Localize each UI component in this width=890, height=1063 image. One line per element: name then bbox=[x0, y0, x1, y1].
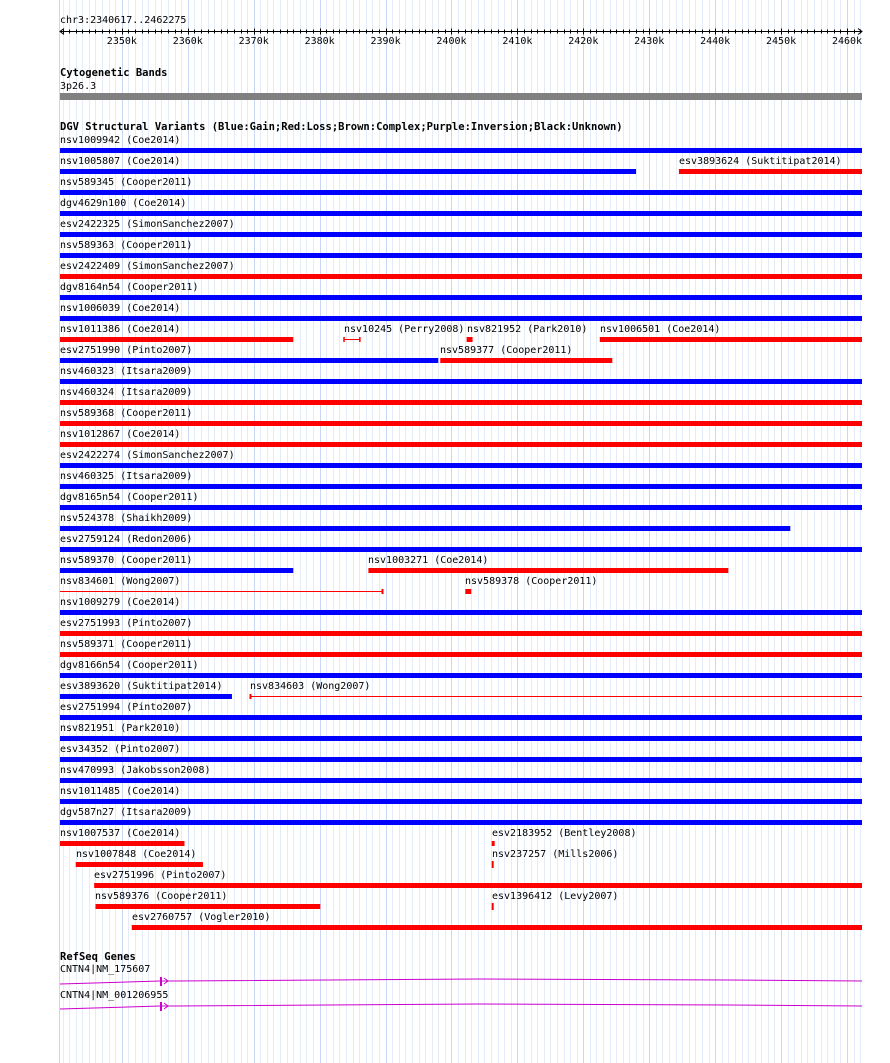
dgv-feature-label[interactable]: nsv460323 (Itsara2009) bbox=[60, 366, 193, 377]
dgv-feature-label[interactable]: nsv1005807 (Coe2014) bbox=[60, 156, 181, 167]
dgv-feature-label[interactable]: esv2751990 (Pinto2007) bbox=[60, 345, 193, 356]
dgv-feature-label[interactable]: esv2759124 (Redon2006) bbox=[60, 534, 193, 545]
dgv-feature-loss[interactable] bbox=[60, 442, 862, 447]
ruler-tick-label: 2350k bbox=[106, 36, 137, 47]
dgv-feature-loss[interactable] bbox=[132, 925, 862, 930]
dgv-feature-gain[interactable] bbox=[60, 463, 862, 468]
dgv-feature-label[interactable]: dgv8166n54 (Cooper2011) bbox=[60, 660, 199, 671]
dgv-feature-label[interactable]: esv2751994 (Pinto2007) bbox=[60, 702, 193, 713]
refseq-track-title: RefSeq Genes bbox=[60, 951, 136, 963]
dgv-feature-label[interactable]: nsv589363 (Cooper2011) bbox=[60, 240, 193, 251]
ruler-tick-label: 2460k bbox=[831, 36, 863, 47]
dgv-feature-gain[interactable] bbox=[60, 190, 862, 195]
dgv-feature-label[interactable]: nsv589378 (Cooper2011) bbox=[465, 576, 598, 587]
dgv-feature-label[interactable]: nsv821952 (Park2010) bbox=[467, 324, 588, 335]
dgv-feature-gain[interactable] bbox=[60, 694, 232, 699]
gene-intron-line[interactable] bbox=[60, 979, 862, 984]
dgv-feature-loss[interactable] bbox=[60, 652, 862, 657]
dgv-feature-loss[interactable] bbox=[600, 337, 862, 342]
dgv-feature-loss[interactable] bbox=[60, 400, 862, 405]
dgv-feature-gain[interactable] bbox=[60, 358, 438, 363]
dgv-feature-label[interactable]: nsv834603 (Wong2007) bbox=[250, 681, 371, 692]
dgv-feature-gain[interactable] bbox=[60, 757, 862, 762]
dgv-feature-label[interactable]: nsv1011485 (Coe2014) bbox=[60, 786, 181, 797]
dgv-feature-gain[interactable] bbox=[60, 379, 862, 384]
dgv-feature-loss[interactable] bbox=[60, 274, 862, 279]
dgv-feature-label[interactable]: esv2751996 (Pinto2007) bbox=[94, 870, 227, 881]
dgv-feature-gain[interactable] bbox=[60, 526, 790, 531]
dgv-feature-gain[interactable] bbox=[60, 295, 862, 300]
dgv-feature-label[interactable]: nsv1012867 (Coe2014) bbox=[60, 429, 181, 440]
dgv-feature-gain[interactable] bbox=[60, 148, 862, 153]
dgv-feature-loss[interactable] bbox=[94, 883, 862, 888]
dgv-feature-label[interactable]: nsv460325 (Itsara2009) bbox=[60, 471, 193, 482]
ruler-tick-label: 2380k bbox=[304, 36, 335, 47]
dgv-feature-label[interactable]: nsv589377 (Cooper2011) bbox=[440, 345, 573, 356]
dgv-feature-gain[interactable] bbox=[60, 736, 862, 741]
dgv-feature-label[interactable]: nsv834601 (Wong2007) bbox=[60, 576, 181, 587]
dgv-feature-label[interactable]: esv1396412 (Levy2007) bbox=[492, 891, 619, 902]
ruler-tick-label: 2400k bbox=[436, 36, 467, 47]
dgv-feature-gain[interactable] bbox=[60, 568, 293, 573]
dgv-feature-gain[interactable] bbox=[60, 547, 862, 552]
dgv-feature-loss[interactable] bbox=[492, 841, 495, 846]
dgv-feature-label[interactable]: esv3893624 (Suktitipat2014) bbox=[679, 156, 842, 167]
dgv-feature-label[interactable]: nsv460324 (Itsara2009) bbox=[60, 387, 193, 398]
gene-label[interactable]: CNTN4|NM_175607 bbox=[60, 964, 151, 975]
dgv-feature-loss[interactable] bbox=[440, 358, 612, 363]
dgv-feature-label[interactable]: dgv8165n54 (Cooper2011) bbox=[60, 492, 199, 503]
dgv-feature-label[interactable]: nsv589371 (Cooper2011) bbox=[60, 639, 193, 650]
dgv-feature-label[interactable]: nsv1006501 (Coe2014) bbox=[600, 324, 721, 335]
dgv-feature-label[interactable]: esv2183952 (Bentley2008) bbox=[492, 828, 637, 839]
ruler-tick-label: 2360k bbox=[172, 36, 203, 47]
gene-label[interactable]: CNTN4|NM_001206955 bbox=[60, 990, 169, 1001]
dgv-feature-loss[interactable] bbox=[679, 169, 862, 174]
gene-exon[interactable] bbox=[160, 1002, 162, 1011]
dgv-feature-label[interactable]: nsv1003271 (Coe2014) bbox=[368, 555, 489, 566]
dgv-feature-loss[interactable] bbox=[465, 589, 471, 594]
dgv-feature-label[interactable]: nsv1009279 (Coe2014) bbox=[60, 597, 181, 608]
dgv-feature-label[interactable]: nsv589370 (Cooper2011) bbox=[60, 555, 193, 566]
dgv-feature-label[interactable]: nsv589368 (Cooper2011) bbox=[60, 408, 193, 419]
dgv-feature-label[interactable]: esv2760757 (Vogler2010) bbox=[132, 912, 271, 923]
cytoband-label: 3p26.3 bbox=[60, 81, 97, 92]
dgv-feature-loss[interactable] bbox=[368, 568, 728, 573]
dgv-feature-loss[interactable] bbox=[492, 861, 494, 868]
dgv-feature-label[interactable]: esv2422325 (SimonSanchez2007) bbox=[60, 219, 235, 230]
dgv-feature-loss[interactable] bbox=[60, 841, 184, 846]
dgv-feature-gain[interactable] bbox=[60, 673, 862, 678]
cytoband-track-title: Cytogenetic Bands bbox=[60, 67, 168, 79]
dgv-feature-label[interactable]: nsv1009942 (Coe2014) bbox=[60, 135, 181, 146]
ruler-tick-label: 2450k bbox=[766, 36, 797, 47]
ruler-tick-label: 2410k bbox=[502, 36, 533, 47]
dgv-feature-gain[interactable] bbox=[60, 253, 862, 258]
gene-intron-line[interactable] bbox=[60, 1004, 862, 1009]
dgv-feature-gain[interactable] bbox=[60, 715, 862, 720]
dgv-feature-label[interactable]: nsv470993 (Jakobsson2008) bbox=[60, 765, 211, 776]
dgv-feature-label[interactable]: esv3893620 (Suktitipat2014) bbox=[60, 681, 223, 692]
dgv-feature-label[interactable]: nsv1011386 (Coe2014) bbox=[60, 324, 181, 335]
dgv-feature-loss[interactable] bbox=[467, 337, 473, 342]
location-label: chr3:2340617..2462275 bbox=[60, 15, 187, 26]
dgv-feature-gain[interactable] bbox=[60, 484, 862, 489]
dgv-feature-label[interactable]: nsv524378 (Shaikh2009) bbox=[60, 513, 193, 524]
dgv-feature-gain[interactable] bbox=[60, 316, 862, 321]
ruler-tick-label: 2440k bbox=[700, 36, 731, 47]
dgv-feature-loss[interactable] bbox=[60, 337, 293, 342]
dgv-feature-gain[interactable] bbox=[60, 610, 862, 615]
dgv-feature-label[interactable]: nsv589345 (Cooper2011) bbox=[60, 177, 193, 188]
dgv-track-title: DGV Structural Variants (Blue:Gain;Red:Loss;Brown:Complex;Purple:Inversion;Black:Unknown) bbox=[60, 121, 623, 133]
dgv-feature-label[interactable]: esv34352 (Pinto2007) bbox=[60, 744, 181, 755]
dgv-feature-loss[interactable] bbox=[60, 421, 862, 426]
dgv-feature-loss[interactable] bbox=[60, 631, 862, 636]
dgv-feature-label[interactable]: esv2422274 (SimonSanchez2007) bbox=[60, 450, 235, 461]
dgv-feature-label[interactable]: dgv4629n100 (Coe2014) bbox=[60, 198, 187, 209]
dgv-feature-gain[interactable] bbox=[60, 820, 862, 825]
dgv-feature-label[interactable]: nsv1007537 (Coe2014) bbox=[60, 828, 181, 839]
dgv-feature-gain[interactable] bbox=[60, 799, 862, 804]
dgv-feature-gain[interactable] bbox=[60, 232, 862, 237]
ruler-tick-label: 2390k bbox=[370, 36, 401, 47]
dgv-feature-gain[interactable] bbox=[60, 778, 862, 783]
dgv-feature-label[interactable]: nsv821951 (Park2010) bbox=[60, 723, 181, 734]
dgv-feature-label[interactable]: nsv589376 (Cooper2011) bbox=[95, 891, 228, 902]
gene-exon[interactable] bbox=[160, 977, 162, 986]
dgv-feature-label[interactable]: nsv10245 (Perry2008) bbox=[344, 324, 465, 335]
dgv-feature-loss[interactable] bbox=[492, 903, 494, 910]
dgv-feature-loss[interactable] bbox=[76, 862, 203, 867]
dgv-feature-label[interactable]: esv2422409 (SimonSanchez2007) bbox=[60, 261, 235, 272]
dgv-feature-gain[interactable] bbox=[60, 505, 862, 510]
dgv-feature-label[interactable]: dgv8164n54 (Cooper2011) bbox=[60, 282, 199, 293]
dgv-feature-label[interactable]: esv2751993 (Pinto2007) bbox=[60, 618, 193, 629]
dgv-feature-label[interactable]: nsv237257 (Mills2006) bbox=[492, 849, 619, 860]
ruler-tick-label: 2430k bbox=[634, 36, 665, 47]
ruler-tick-label: 2370k bbox=[238, 36, 269, 47]
ruler-tick-label: 2420k bbox=[568, 36, 599, 47]
dgv-feature-label[interactable]: nsv1006039 (Coe2014) bbox=[60, 303, 181, 314]
dgv-feature-gain[interactable] bbox=[60, 211, 862, 216]
dgv-feature-gain[interactable] bbox=[60, 169, 636, 174]
dgv-feature-loss[interactable] bbox=[95, 904, 320, 909]
dgv-feature-label[interactable]: nsv1007848 (Coe2014) bbox=[76, 849, 197, 860]
dgv-feature-label[interactable]: dgv587n27 (Itsara2009) bbox=[60, 807, 193, 818]
